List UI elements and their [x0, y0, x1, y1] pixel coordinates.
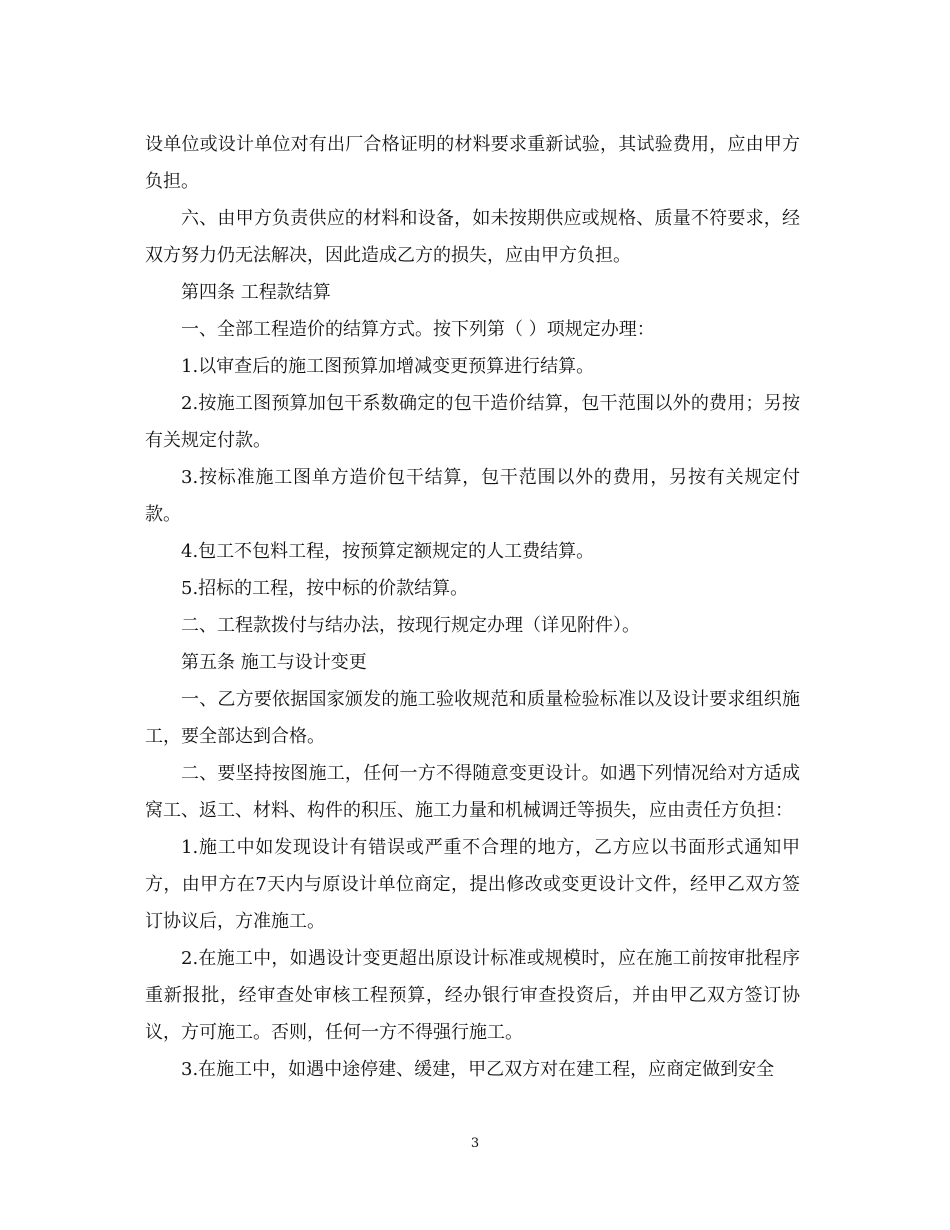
- page-number: 3: [470, 1136, 480, 1151]
- paragraph-12: 一、乙方要依据国家颁发的施工验收规范和质量检验标准以及设计要求组织施工，要全部达到合格。: [145, 689, 800, 747]
- list-item-8: 3.在施工中，如遇中途停建、缓建，甲乙双方对在建工程，应商定做到安全: [181, 1059, 775, 1080]
- section-heading-article-5: 第五条 施工与设计变更: [181, 652, 367, 673]
- list-item-2: 2.按施工图预算加包干系数确定的包干造价结算，包干范围以外的费用；另按有关规定付款。: [145, 393, 800, 451]
- list-item-7: 2.在施工中，如遇设计变更超出原设计标准或规模时，应在施工前按审批程序重新报批，经审查处审核工程预算，经办银行审查投资后，并由甲乙双方签订协议，方可施工。否则，任何一方不得强行施工。: [145, 948, 800, 1043]
- paragraph-2: 六、由甲方负责供应的材料和设备，如未按期供应或规格、质量不符要求，经双方努力仍无法解决，因此造成乙方的损失，应由甲方负担。: [145, 208, 800, 266]
- paragraph-13: 二、要坚持按图施工，任何一方不得随意变更设计。如遇下列情况给对方适成窝工、返工、材料、构件的积压、施工力量和机械调迁等损失，应由责任方负担：: [145, 763, 800, 821]
- list-item-3: 3.按标准施工图单方造价包干结算，包干范围以外的费用，另按有关规定付款。: [145, 467, 800, 525]
- section-heading-article-4: 第四条 工程款结算: [181, 282, 331, 303]
- paragraph-1: 设单位或设计单位对有出厂合格证明的材料要求重新试验，其试验费用，应由甲方负担。: [145, 134, 800, 192]
- list-item-5: 5.招标的工程，按中标的价款结算。: [181, 578, 469, 599]
- list-item-6: 1.施工中如发现设计有错误或严重不合理的地方，乙方应以书面形式通知甲方，由甲方在7天内与原设计单位商定，提出修改或变更设计文件，经甲乙双方签订协议后，方准施工。: [145, 837, 800, 932]
- paragraph-4: 一、全部工程造价的结算方式。按下列第（ ）项规定办理：: [181, 319, 655, 340]
- list-item-4: 4.包工不包料工程，按预算定额规定的人工费结算。: [181, 541, 595, 562]
- document-body: [145, 126, 800, 1088]
- list-item-1: 1.以审查后的施工图预算加增减变更预算进行结算。: [181, 356, 595, 377]
- paragraph-10: 二、工程款拨付与结办法，按现行规定办理（详见附件）。: [181, 615, 640, 636]
